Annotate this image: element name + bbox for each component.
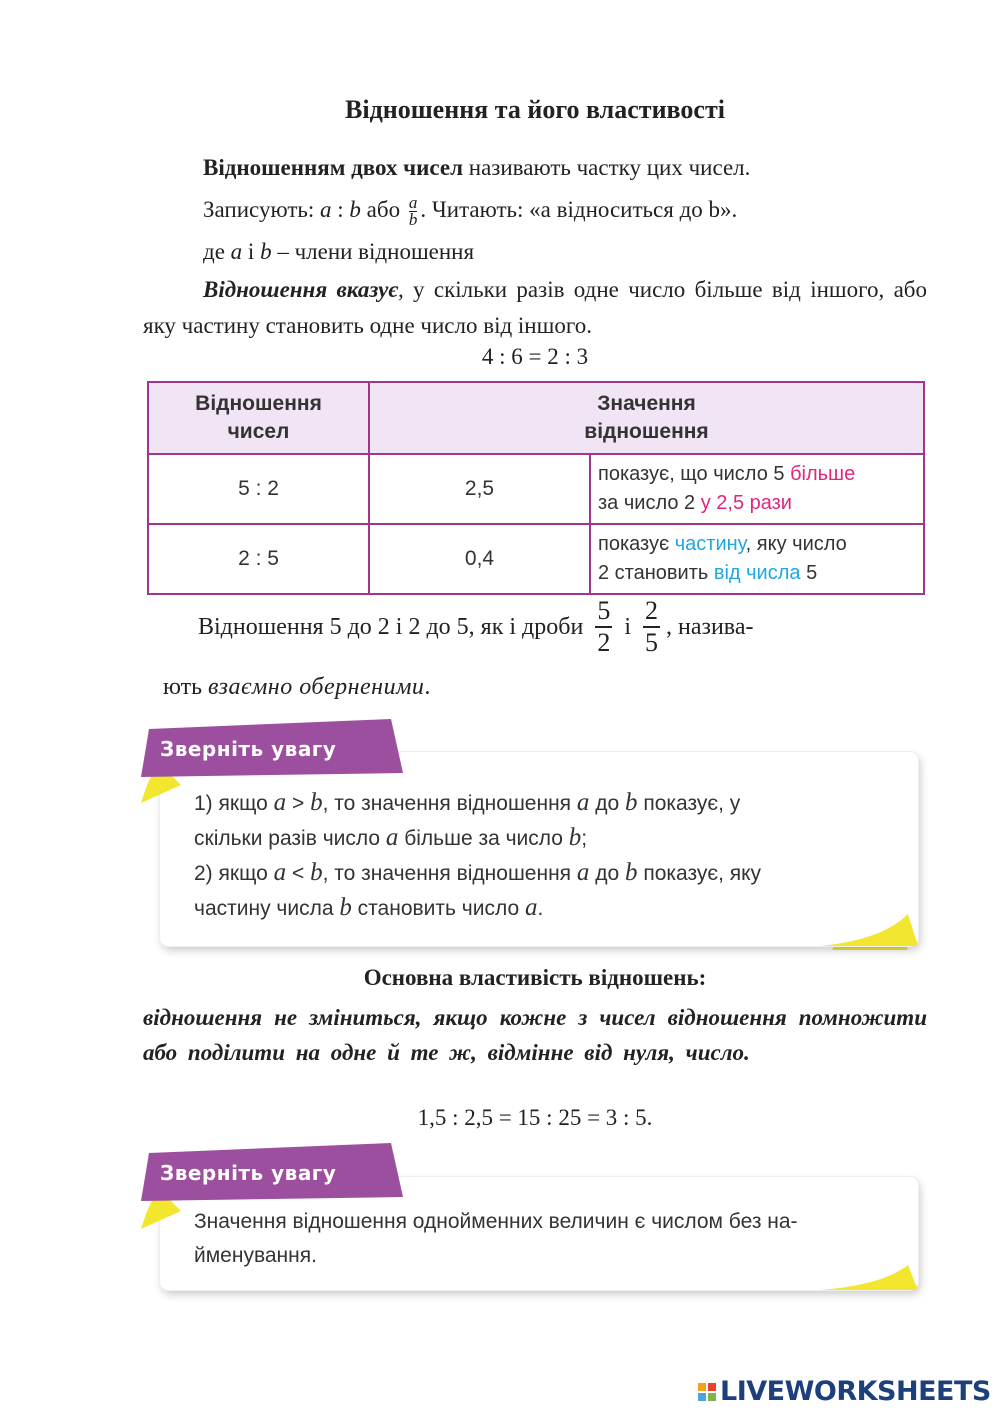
notation-reading: . Читають: «а відноситься до b». bbox=[420, 197, 738, 222]
table-row bbox=[148, 454, 924, 524]
notation-paragraph bbox=[203, 195, 737, 228]
var-b: b bbox=[568, 824, 582, 851]
note-text: 1) якщо bbox=[194, 792, 274, 815]
var-a: a bbox=[524, 894, 538, 921]
note-text: < bbox=[286, 862, 311, 885]
notation-prefix: Записують: bbox=[203, 197, 321, 222]
var-a: a bbox=[576, 789, 590, 816]
members-var-b: b bbox=[260, 239, 272, 264]
note-text: > bbox=[286, 792, 311, 815]
members-and: і bbox=[242, 239, 261, 264]
cell-value: 2,5 bbox=[369, 454, 590, 524]
table-header-row bbox=[148, 382, 924, 454]
desc-text: показує, що число 5 bbox=[598, 463, 791, 485]
members-var-a: a bbox=[230, 239, 243, 264]
fraction-denominator: 5 bbox=[644, 628, 658, 657]
meaning-paragraph bbox=[143, 272, 927, 344]
fraction-5-2 bbox=[595, 596, 612, 658]
example-equation-1: 4 : 6 = 2 : 3 bbox=[481, 344, 589, 369]
logo-text: LIVEWORKSHEETS bbox=[720, 1376, 991, 1407]
note-text: до bbox=[589, 792, 625, 815]
reciprocal-term: взаємно оберненими bbox=[208, 674, 425, 700]
ratio-table bbox=[147, 381, 925, 595]
header-ratio bbox=[148, 382, 369, 454]
var-a: a bbox=[576, 859, 590, 886]
fraction-numerator: 2 bbox=[643, 596, 660, 628]
header-ratio-label: Відношення чисел bbox=[195, 392, 322, 443]
note-text: , то значення відношення bbox=[322, 862, 577, 885]
desc-highlight: від числа bbox=[713, 562, 801, 584]
reciprocal-text-end: , назива- bbox=[665, 613, 754, 640]
desc-highlight: частину bbox=[674, 533, 746, 555]
note-text: частину числа bbox=[194, 897, 340, 920]
desc-text: 2 становить bbox=[598, 562, 714, 584]
example-equation-2: 1,5 : 2,5 = 15 : 25 = 3 : 5. bbox=[417, 1105, 653, 1130]
var-b: b bbox=[624, 859, 638, 886]
cell-ratio: 2 : 5 bbox=[148, 524, 369, 594]
note-text: 2) якщо bbox=[194, 862, 274, 885]
yellow-corner bbox=[820, 1263, 918, 1290]
note-text: до bbox=[589, 862, 625, 885]
cell-description bbox=[590, 454, 924, 524]
fraction-numerator: a bbox=[408, 193, 418, 213]
page-title: Відношення та його властивості bbox=[345, 95, 725, 124]
note-2-line: Значення відношення однойменних величин є числом без на- bbox=[194, 1210, 798, 1233]
desc-text: за число 2 bbox=[598, 492, 701, 514]
logo-icon bbox=[698, 1383, 716, 1401]
var-b: b bbox=[339, 894, 352, 921]
note-2-banner bbox=[141, 1141, 403, 1229]
yellow-corner bbox=[820, 912, 918, 946]
desc-text: показує bbox=[598, 533, 675, 555]
reciprocal-paragraph-line2 bbox=[163, 674, 430, 701]
notation-or: або bbox=[360, 197, 406, 222]
cell-description bbox=[590, 524, 924, 594]
property-text: відношення не зміниться, якщо кожне з чисел відношення помножити або поділити на одне й те ж, відмінне від нуля, число. bbox=[143, 1005, 927, 1065]
reciprocal-paragraph bbox=[198, 596, 753, 658]
note-text: скільки разів число bbox=[194, 827, 386, 850]
fraction-denominator: b bbox=[408, 210, 418, 230]
meaning-term: Відношення вказує bbox=[203, 277, 398, 302]
notation-fraction bbox=[409, 195, 418, 228]
desc-highlight: у 2,5 рази bbox=[700, 492, 792, 514]
notation-colon: : bbox=[331, 197, 350, 222]
note-1-line bbox=[194, 821, 888, 856]
reciprocal-text: Відношення 5 до 2 і 2 до 5, як і дроби bbox=[198, 613, 584, 640]
note-text: показує, яку bbox=[637, 862, 762, 885]
definition-paragraph bbox=[203, 153, 750, 183]
cell-value: 0,4 bbox=[369, 524, 590, 594]
note-1-line bbox=[194, 891, 888, 926]
note-text: становить число bbox=[351, 897, 525, 920]
definition-text: називають частку цих чисел. bbox=[463, 155, 751, 180]
note-text: . bbox=[537, 897, 544, 920]
var-a: a bbox=[273, 789, 287, 816]
members-text: – члени відношення bbox=[271, 239, 475, 264]
members-paragraph bbox=[203, 237, 474, 267]
note-text: ; bbox=[581, 827, 588, 850]
fraction-denominator: 2 bbox=[597, 628, 611, 657]
meaning-text: , у скільки разів одне число більше від іншого, або яку частину становить одне число від іншого. bbox=[143, 277, 927, 338]
note-2-banner-label: Зверніть увагу bbox=[160, 1161, 337, 1185]
fraction-2-5 bbox=[643, 596, 660, 658]
header-value bbox=[369, 382, 924, 454]
members-prefix: де bbox=[203, 239, 231, 264]
header-value-label: Значення відношення bbox=[584, 392, 709, 443]
note-1-line bbox=[194, 856, 888, 891]
note-text: більше за число bbox=[398, 827, 569, 850]
table-row bbox=[148, 524, 924, 594]
notation-var-b: b bbox=[349, 197, 361, 222]
definition-term: Відношенням двох чисел bbox=[203, 155, 464, 180]
desc-text: , яку число bbox=[745, 533, 847, 555]
desc-text: 5 bbox=[800, 562, 818, 584]
var-b: b bbox=[310, 859, 323, 886]
liveworksheets-logo[interactable] bbox=[698, 1376, 991, 1407]
var-a: a bbox=[385, 824, 399, 851]
reciprocal-prefix: ють bbox=[163, 674, 209, 700]
note-1-banner-label: Зверніть увагу bbox=[160, 737, 337, 761]
note-text: , то значення відношення bbox=[322, 792, 577, 815]
reciprocal-and: і bbox=[624, 613, 631, 640]
desc-highlight: більше bbox=[790, 463, 856, 485]
fraction-numerator: 5 bbox=[595, 596, 612, 628]
note-1-text bbox=[194, 786, 888, 926]
property-title: Основна властивість відношень: bbox=[363, 965, 707, 990]
var-b: b bbox=[310, 789, 323, 816]
var-b: b bbox=[624, 789, 638, 816]
note-2-line: йменування. bbox=[194, 1244, 317, 1267]
reciprocal-suffix: . bbox=[424, 674, 431, 700]
cell-ratio: 5 : 2 bbox=[148, 454, 369, 524]
notation-var-a: a bbox=[320, 197, 332, 222]
note-text: показує, у bbox=[637, 792, 741, 815]
var-a: a bbox=[273, 859, 287, 886]
